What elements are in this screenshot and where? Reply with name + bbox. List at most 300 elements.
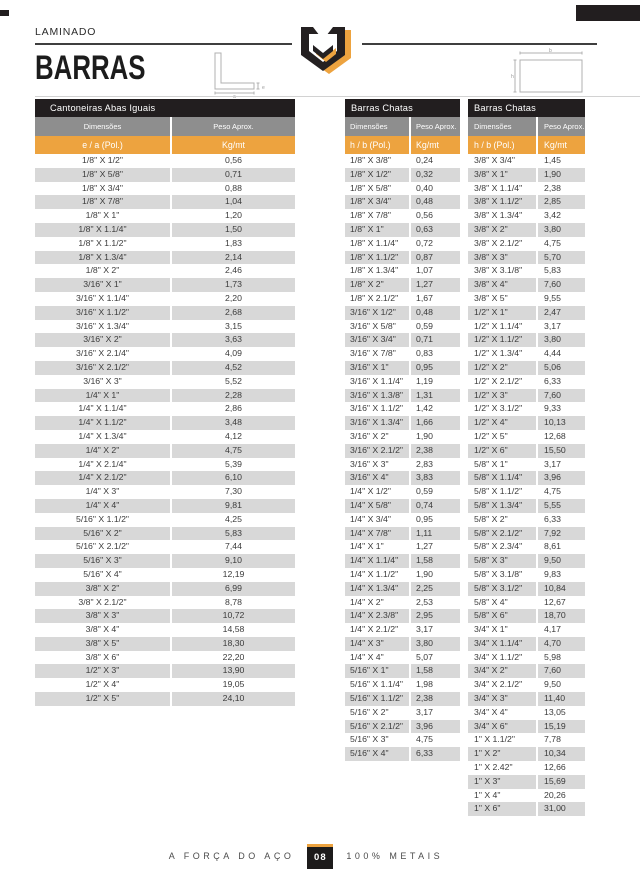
weight-cell: 15,50 [544,444,566,455]
table-row [468,554,585,568]
table-row [35,416,295,430]
table-row [345,195,460,209]
dimension-cell: 3/8" X 4" [35,623,172,637]
dimension-cell: 3/16" X 7/8" [345,347,411,361]
table-row [468,527,585,541]
table-row [35,292,295,306]
unit-header-dimensions: h / b (Pol.) [345,136,411,154]
weight-cell: 0,48 [416,196,433,207]
header-divider-right [362,43,597,45]
header-hairline [35,96,640,97]
weight-cell: 2,53 [416,596,433,607]
dimension-cell: 3/16" X 3/4" [345,333,411,347]
top-right-bar [576,5,640,21]
dimension-cell: 3/8" X 1.1/4" [468,182,538,196]
weight-cell: 5,39 [225,458,242,469]
table-row [35,278,295,292]
table-row [468,430,585,444]
dimension-cell: 3/16" X 2.1/2" [35,361,172,375]
table-row [345,347,460,361]
table-row [468,182,585,196]
dimension-cell: 1/8" X 2.1/2" [345,292,411,306]
dimension-cell: 3/16" X 1.3/8" [345,389,411,403]
table-row [35,582,295,596]
dimension-cell: 1" X 4" [468,789,538,803]
dimension-cell: 3/8" X 1" [468,168,538,182]
weight-cell: 5,06 [544,361,561,372]
weight-cell: 6,10 [225,472,242,483]
dimension-cell: 1/4" X 1.3/4" [345,582,411,596]
weight-cell: 2,95 [416,610,433,621]
table-title: Barras Chatas [345,99,460,117]
dimension-cell: 1" X 2.42" [468,761,538,775]
table-row [468,320,585,334]
table-row [345,264,460,278]
weight-cell: 0,71 [416,334,433,345]
weight-cell: 4,75 [544,237,561,248]
weight-cell: 2,68 [225,306,242,317]
dimension-cell: 5/16" X 1.1/2" [345,692,411,706]
table-row [345,278,460,292]
dimension-cell: 1/4" X 2" [35,444,172,458]
dimension-cell: 3/16" X 2.1/4" [35,347,172,361]
weight-cell: 4,44 [544,348,561,359]
weight-cell: 1,66 [416,417,433,428]
weight-cell: 31,00 [544,803,566,814]
dimension-cell: 1/4" X 1" [345,540,411,554]
dimension-cell: 1/8" X 5/8" [35,168,172,182]
weight-cell: 3,80 [544,223,561,234]
dimension-cell: 3/16" X 1.3/4" [35,320,172,334]
weight-cell: 24,10 [222,693,245,704]
dimension-cell: 3/8" X 6" [35,651,172,665]
dimension-cell: 1" X 3" [468,775,538,789]
dimension-cell: 3/16" X 5/8" [345,320,411,334]
table-row [468,733,585,747]
weight-cell: 13,05 [544,706,566,717]
dimension-cell: 3/4" X 2" [468,664,538,678]
table-row [35,347,295,361]
weight-cell: 1,20 [225,210,242,221]
weight-cell: 5,83 [225,527,242,538]
unit-header-weight: Kg/mt [416,140,439,150]
unit-header-dimensions: e / a (Pol.) [35,136,172,154]
table-barras-chatas-2 [468,99,585,816]
table-row [35,237,295,251]
dimension-cell: 1/8" X 1.1/4" [345,237,411,251]
dimension-cell: 5/16" X 3" [35,554,172,568]
weight-cell: 1,07 [416,265,433,276]
dimension-cell: 3/8" X 5" [35,637,172,651]
dimension-cell: 5/8" X 1" [468,458,538,472]
dimension-cell: 3/8" X 2" [468,223,538,237]
table-row [35,651,295,665]
header-divider-left [35,43,292,45]
table-row [345,664,460,678]
weight-cell: 8,61 [544,541,561,552]
table-row [35,168,295,182]
weight-cell: 0,95 [416,361,433,372]
dimension-cell: 1/8" X 1/2" [345,168,411,182]
column-header-dimensions: Dimensões [35,117,172,136]
dimension-cell: 1/2" X 1.3/4" [468,347,538,361]
table-body [468,154,585,816]
dimension-cell: 3/4" X 3" [468,692,538,706]
dimension-cell: 1/8" X 1.1/2" [35,237,172,251]
table-row [345,209,460,223]
dimension-cell: 1/2" X 1" [468,306,538,320]
dimension-cell: 5/8" X 2" [468,513,538,527]
dimension-cell: 5/8" X 1.1/2" [468,485,538,499]
table-row [345,499,460,513]
weight-cell: 18,70 [544,610,566,621]
table-row [468,168,585,182]
dimension-cell: 1/4" X 1.3/4" [35,430,172,444]
table-body [345,154,460,761]
table-row [35,375,295,389]
table-row [468,568,585,582]
dimension-cell: 1/4" X 4" [35,499,172,513]
weight-cell: 12,19 [222,568,245,579]
table-row [468,264,585,278]
weight-cell: 0,87 [416,251,433,262]
dimension-cell: 3/16" X 2" [345,430,411,444]
dimension-cell: 3/8" X 1.1/2" [468,195,538,209]
weight-cell: 0,95 [416,513,433,524]
weight-cell: 1,45 [544,155,561,165]
table-row [35,444,295,458]
dimension-cell: 1/8" X 3/4" [345,195,411,209]
weight-cell: 10,34 [544,748,566,759]
table-row [345,292,460,306]
dimension-cell: 1/2" X 4" [468,416,538,430]
weight-cell: 2,83 [416,458,433,469]
weight-cell: 18,30 [222,637,245,648]
table-row [468,416,585,430]
dimension-cell: 5/16" X 4" [345,747,411,761]
weight-cell: 7,92 [544,527,561,538]
brand-logo [293,25,357,77]
table-row [468,720,585,734]
table-row [35,264,295,278]
table-column-headers [468,117,585,136]
dimension-cell: 1/8" X 1" [345,223,411,237]
table-row [345,471,460,485]
weight-cell: 2,86 [225,403,242,414]
table-row [468,458,585,472]
weight-cell: 1,90 [416,568,433,579]
dimension-cell: 5/16" X 1.1/4" [345,678,411,692]
table-row [468,251,585,265]
weight-cell: 1,58 [416,555,433,566]
table-unit-headers [35,136,295,154]
weight-cell: 0,56 [225,155,242,165]
table-row [35,471,295,485]
dimension-cell: 1/4" X 2.1/2" [35,471,172,485]
weight-cell: 0,32 [416,168,433,179]
table-row [345,375,460,389]
weight-cell: 1,42 [416,403,433,414]
table-row [468,678,585,692]
dimension-cell: 5/16" X 2" [345,706,411,720]
dimension-cell: 1/4" X 1.1/4" [35,402,172,416]
weight-cell: 22,20 [222,651,245,662]
table-row [468,637,585,651]
weight-cell: 2,14 [225,251,242,262]
weight-cell: 0,74 [416,499,433,510]
dimension-cell: 1/4" X 7/8" [345,527,411,541]
weight-cell: 1,73 [225,279,242,290]
weight-cell: 0,59 [416,320,433,331]
weight-cell: 1,98 [416,679,433,690]
weight-cell: 4,25 [225,513,242,524]
table-row [345,637,460,651]
table-row [468,692,585,706]
column-header-weight: Peso Aprox. [544,122,585,131]
unit-header-dimensions: h / b (Pol.) [468,136,538,154]
table-row [468,761,585,775]
weight-cell: 3,80 [544,334,561,345]
dimension-cell: 5/16" X 1" [345,664,411,678]
weight-cell: 1,31 [416,389,433,400]
weight-cell: 2,46 [225,265,242,276]
table-row [468,306,585,320]
table-row [35,361,295,375]
table-row [35,333,295,347]
weight-cell: 12,68 [544,430,566,441]
table-row [345,361,460,375]
weight-cell: 9,83 [544,568,561,579]
dimension-cell: 1/2" X 5" [468,430,538,444]
weight-cell: 7,30 [225,486,242,497]
weight-cell: 0,56 [416,210,433,221]
dimension-cell: 5/8" X 1.3/4" [468,499,538,513]
table-row [468,154,585,168]
dimension-cell: 3/4" X 1" [468,623,538,637]
weight-cell: 1,11 [416,527,433,538]
weight-cell: 7,60 [544,279,561,290]
weight-cell: 11,40 [544,693,566,704]
weight-cell: 9,33 [544,403,561,414]
table-column-headers [345,117,460,136]
table-row [468,513,585,527]
table-row [345,237,460,251]
dimension-cell: 1/2" X 4" [35,678,172,692]
dimension-cell: 1/4" X 2" [345,596,411,610]
table-row [35,554,295,568]
dimension-cell: 1/8" X 2" [35,264,172,278]
dimension-cell: 3/16" X 3" [35,375,172,389]
table-cantoneiras-abas-iguais [35,99,295,706]
weight-cell: 0,40 [416,182,433,193]
weight-cell: 1,27 [416,279,433,290]
dimension-cell: 5/8" X 3.1/2" [468,582,538,596]
weight-cell: 4,75 [544,486,561,497]
table-column-headers [35,117,295,136]
table-row [345,720,460,734]
dimension-cell: 3/4" X 2.1/2" [468,678,538,692]
weight-cell: 0,83 [416,348,433,359]
dimension-cell: 1/4" X 4" [345,651,411,665]
table-row [35,430,295,444]
table-row [345,513,460,527]
weight-cell: 3,17 [416,706,433,717]
table-row [468,389,585,403]
weight-cell: 6,99 [225,582,242,593]
table-unit-headers [468,136,585,154]
dimension-cell: 3/16" X 1/2" [345,306,411,320]
dimension-cell: 3/8" X 5" [468,292,538,306]
weight-cell: 1,19 [416,375,433,386]
table-row [35,223,295,237]
table-row [468,195,585,209]
weight-cell: 4,17 [544,624,561,635]
dimension-cell: 1/4" X 1" [35,389,172,403]
weight-cell: 20,26 [544,789,566,800]
dimension-cell: 3/16" X 1.1/2" [35,306,172,320]
weight-cell: 19,05 [222,679,245,690]
table-row [468,402,585,416]
weight-cell: 0,88 [225,182,242,193]
table-row [35,692,295,706]
dimension-cell: 1/8" X 2" [345,278,411,292]
dimension-cell: 3/8" X 3" [35,609,172,623]
weight-cell: 6,33 [544,513,561,524]
table-row [468,361,585,375]
page-footer [0,843,626,869]
weight-cell: 6,33 [416,748,433,759]
dimension-cell: 5/8" X 2.3/4" [468,540,538,554]
table-row [35,320,295,334]
weight-cell: 4,09 [225,348,242,359]
weight-cell: 0,48 [416,306,433,317]
table-row [35,485,295,499]
table-row [345,678,460,692]
dimension-cell: 3/8" X 2.1/2" [35,596,172,610]
table-row [468,237,585,251]
weight-cell: 4,75 [416,734,433,745]
unit-header-weight: Kg/mt [222,140,245,150]
weight-cell: 4,12 [225,430,242,441]
weight-cell: 5,55 [544,499,561,510]
weight-cell: 7,44 [225,541,242,552]
weight-cell: 2,28 [225,389,242,400]
dimension-cell: 3/4" X 1.1/4" [468,637,538,651]
table-row [468,775,585,789]
table-row [345,182,460,196]
table-row [468,582,585,596]
weight-cell: 7,60 [544,665,561,676]
weight-cell: 3,63 [225,334,242,345]
dimension-cell: 1/8" X 5/8" [345,182,411,196]
dimension-cell: 3/4" X 4" [468,706,538,720]
column-header-dimensions: Dimensões [345,117,411,136]
dimension-cell: 1/8" X 3/4" [35,182,172,196]
table-row [35,458,295,472]
dimension-cell: 5/16" X 2.1/2" [345,720,411,734]
dimension-cell: 3/16" X 2.1/2" [345,444,411,458]
section-label: LAMINADO [35,26,97,38]
table-row [468,375,585,389]
table-row [468,471,585,485]
dimension-cell: 1" X 1.1/2" [468,733,538,747]
table-row [468,747,585,761]
table-row [345,168,460,182]
table-row [35,154,295,168]
weight-cell: 7,78 [544,734,561,745]
table-row [35,568,295,582]
table-row [35,251,295,265]
dimension-cell: 3/4" X 6" [468,720,538,734]
weight-cell: 3,17 [544,458,561,469]
table-row [468,789,585,803]
table-row [35,513,295,527]
dimension-cell: 1/2" X 3" [468,389,538,403]
dimension-cell: 1/4" X 3" [35,485,172,499]
table-row [345,596,460,610]
weight-cell: 3,83 [416,472,433,483]
dimension-cell: 3/16" X 1.1/4" [35,292,172,306]
table-row [35,596,295,610]
dimension-cell: 3/16" X 1.1/4" [345,375,411,389]
weight-cell: 9,50 [544,555,561,566]
dimension-cell: 5/8" X 6" [468,609,538,623]
weight-cell: 5,07 [416,651,433,662]
dimension-cell: 1/4" X 1.1/4" [345,554,411,568]
dimension-cell: 3/16" X 1" [345,361,411,375]
dimension-cell: 5/8" X 1.1/4" [468,471,538,485]
dimension-cell: 3/8" X 3" [468,251,538,265]
weight-cell: 2,38 [416,693,433,704]
dimension-cell: 1/4" X 2.3/8" [345,609,411,623]
table-row [345,527,460,541]
table-row [345,458,460,472]
column-header-dimensions: Dimensões [468,117,538,136]
dimension-cell: 1/4" X 2.1/2" [345,623,411,637]
dimension-cell: 1/8" X 1" [35,209,172,223]
weight-cell: 9,10 [225,555,242,566]
table-row [468,499,585,513]
weight-cell: 10,72 [222,610,245,621]
weight-cell: 15,69 [544,775,566,786]
dimension-cell: 3/8" X 4" [468,278,538,292]
table-row [468,596,585,610]
dimension-cell: 1/4" X 3" [345,637,411,651]
page-title: BARRAS [35,49,146,87]
weight-cell: 3,42 [544,210,561,221]
dimension-cell: 1/4" X 5/8" [345,499,411,513]
table-row [345,582,460,596]
dimension-cell: 1/4" X 1.1/2" [345,568,411,582]
dimension-cell: 5/8" X 4" [468,596,538,610]
dimension-cell: 3/8" X 1.3/4" [468,209,538,223]
flat-bar-width-label: b [549,48,552,54]
table-row [468,347,585,361]
weight-cell: 12,67 [544,596,566,607]
table-row [468,623,585,637]
dimension-cell: 3/8" X 2.1/2" [468,237,538,251]
weight-cell: 1,90 [416,430,433,441]
dimension-cell: 3/4" X 1.1/2" [468,651,538,665]
table-row [345,416,460,430]
table-row [468,651,585,665]
flat-bar-height-label: h [511,74,514,80]
table-row [345,540,460,554]
weight-cell: 15,19 [544,720,566,731]
column-header-weight: Peso Aprox. [416,122,457,131]
weight-cell: 2,38 [544,182,561,193]
weight-cell: 8,78 [225,596,242,607]
